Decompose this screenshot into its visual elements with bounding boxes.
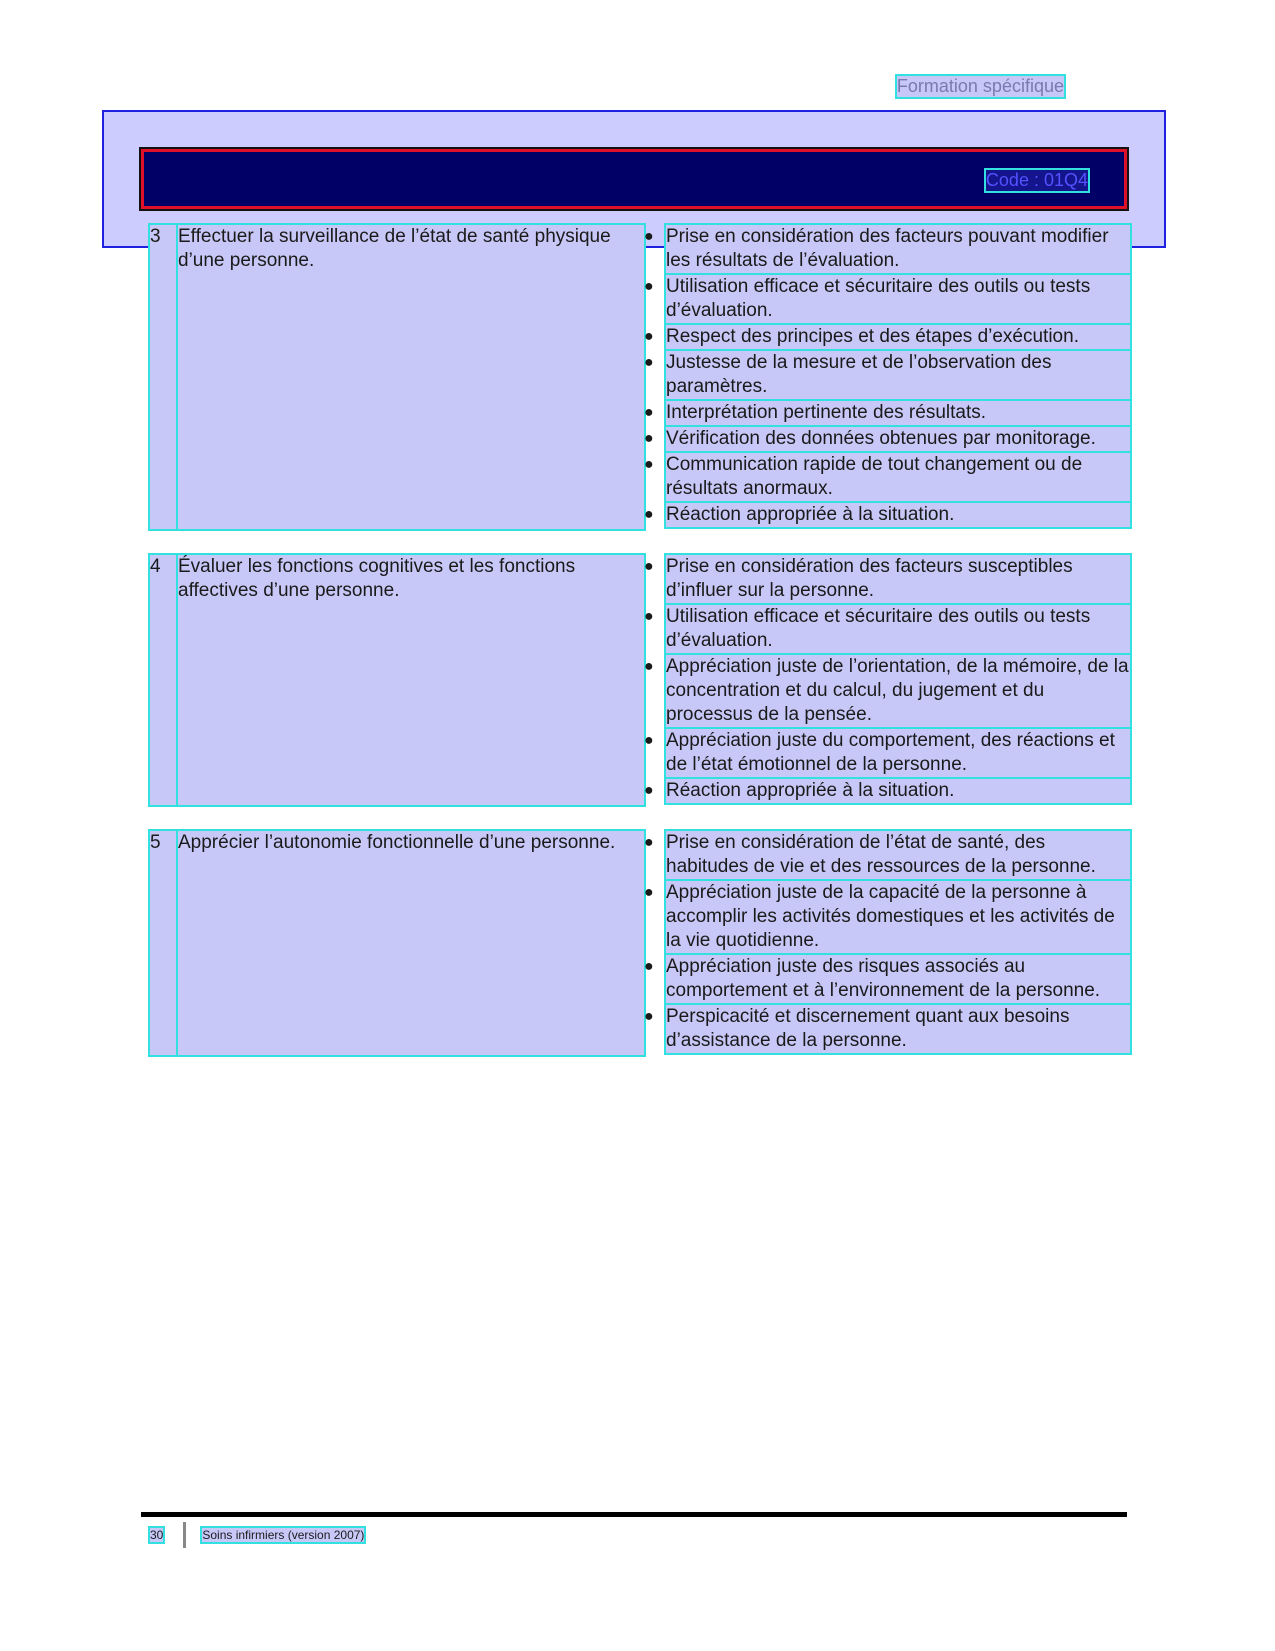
bullet-icon: ● xyxy=(644,658,654,675)
criterion-text: Interprétation pertinente des résultats. xyxy=(666,401,1130,425)
bullet-icon: ● xyxy=(644,834,654,851)
criterion-text: Vérification des données obtenues par monitorage. xyxy=(666,427,1130,451)
competence-cell xyxy=(150,225,644,529)
criteria-cell xyxy=(644,225,1130,529)
code-bar xyxy=(141,149,1127,209)
bullet-icon: ● xyxy=(644,558,654,575)
competence-text: Évaluer les fonctions cognitives et les fonctions affectives d’une personne. xyxy=(178,555,644,805)
list-item xyxy=(644,427,1130,451)
bullet-icon: ● xyxy=(644,732,654,749)
bullet-icon: ● xyxy=(644,884,654,901)
criterion-text: Respect des principes et des étapes d’exécution. xyxy=(666,325,1130,349)
bullet-icon: ● xyxy=(644,430,654,447)
list-item xyxy=(644,225,1130,273)
criterion-text: Réaction appropriée à la situation. xyxy=(666,503,1130,527)
competence-number: 5 xyxy=(150,831,178,1055)
bullet-icon: ● xyxy=(644,958,654,975)
bullet-icon: ● xyxy=(644,608,654,625)
bullet-icon: ● xyxy=(644,506,654,523)
criteria-list xyxy=(644,555,1130,803)
criterion-text: Prise en considération de l’état de santé, des habitudes de vie et des ressources de la personne. xyxy=(666,831,1130,879)
list-item xyxy=(644,503,1130,527)
competence-number: 3 xyxy=(150,225,178,529)
list-item xyxy=(644,779,1130,803)
list-item xyxy=(644,555,1130,603)
list-item xyxy=(644,1005,1130,1053)
list-item xyxy=(644,351,1130,399)
list-item xyxy=(644,605,1130,653)
list-item xyxy=(644,453,1130,501)
footer-rule xyxy=(141,1512,1127,1517)
competence-row xyxy=(150,555,1130,805)
page-number: 30 xyxy=(150,1528,164,1542)
competence-cell xyxy=(150,555,644,805)
footer-separator xyxy=(183,1522,186,1548)
criterion-text: Perspicacité et discernement quant aux besoins d’assistance de la personne. xyxy=(666,1005,1130,1053)
list-item xyxy=(644,831,1130,879)
criteria-cell xyxy=(644,555,1130,805)
footer xyxy=(150,1522,364,1548)
criterion-text: Utilisation efficace et sécuritaire des outils ou tests d’évaluation. xyxy=(666,605,1130,653)
criteria-list xyxy=(644,831,1130,1053)
list-item xyxy=(644,325,1130,349)
criterion-text: Appréciation juste de la capacité de la personne à accomplir les activités domestiques et les activités de la vie quotidienne. xyxy=(666,881,1130,953)
list-item xyxy=(644,729,1130,777)
criterion-text: Appréciation juste du comportement, des réactions et de l’état émotionnel de la personne. xyxy=(666,729,1130,777)
competence-text: Effectuer la surveillance de l’état de santé physique d’une personne. xyxy=(178,225,644,529)
criterion-text: Réaction appropriée à la situation. xyxy=(666,779,1130,803)
running-head: Formation spécifique xyxy=(896,76,1064,96)
criteria-cell xyxy=(644,831,1130,1055)
criterion-text: Prise en considération des facteurs pouvant modifier les résultats de l’évaluation. xyxy=(666,225,1130,273)
competence-number: 4 xyxy=(150,555,178,805)
criterion-text: Appréciation juste de l’orientation, de la mémoire, de la concentration et du calcul, du jugement et du processus de la pensée. xyxy=(666,656,1129,725)
bullet-icon: ● xyxy=(644,782,654,799)
competence-table xyxy=(150,225,1130,1081)
criteria-list xyxy=(644,225,1130,527)
footer-doc-title: Soins infirmiers (version 2007) xyxy=(202,1528,365,1542)
criterion-text: Utilisation efficace et sécuritaire des outils ou tests d’évaluation. xyxy=(666,275,1130,323)
bullet-icon: ● xyxy=(644,404,654,421)
list-item xyxy=(644,275,1130,323)
bullet-icon: ● xyxy=(644,228,654,245)
code-label: Code : 01Q4 xyxy=(985,170,1088,190)
bullet-icon: ● xyxy=(644,1008,654,1025)
list-item xyxy=(644,401,1130,425)
bullet-icon: ● xyxy=(644,354,654,371)
criterion-text: Prise en considération des facteurs susceptibles d’influer sur la personne. xyxy=(666,555,1130,603)
list-item xyxy=(644,655,1130,727)
bullet-icon: ● xyxy=(644,328,654,345)
criterion-text: Justesse de la mesure et de l’observation des paramètres. xyxy=(666,351,1130,399)
list-item xyxy=(644,881,1130,953)
competence-text: Apprécier l’autonomie fonctionnelle d’une personne. xyxy=(178,831,644,1055)
competence-row xyxy=(150,831,1130,1055)
list-item xyxy=(644,955,1130,1003)
competence-cell xyxy=(150,831,644,1055)
bullet-icon: ● xyxy=(644,278,654,295)
bullet-icon: ● xyxy=(644,456,654,473)
criterion-text: Communication rapide de tout changement ou de résultats anormaux. xyxy=(666,453,1130,501)
competence-row xyxy=(150,225,1130,529)
criterion-text: Appréciation juste des risques associés au comportement et à l’environnement de la personne. xyxy=(666,955,1130,1003)
